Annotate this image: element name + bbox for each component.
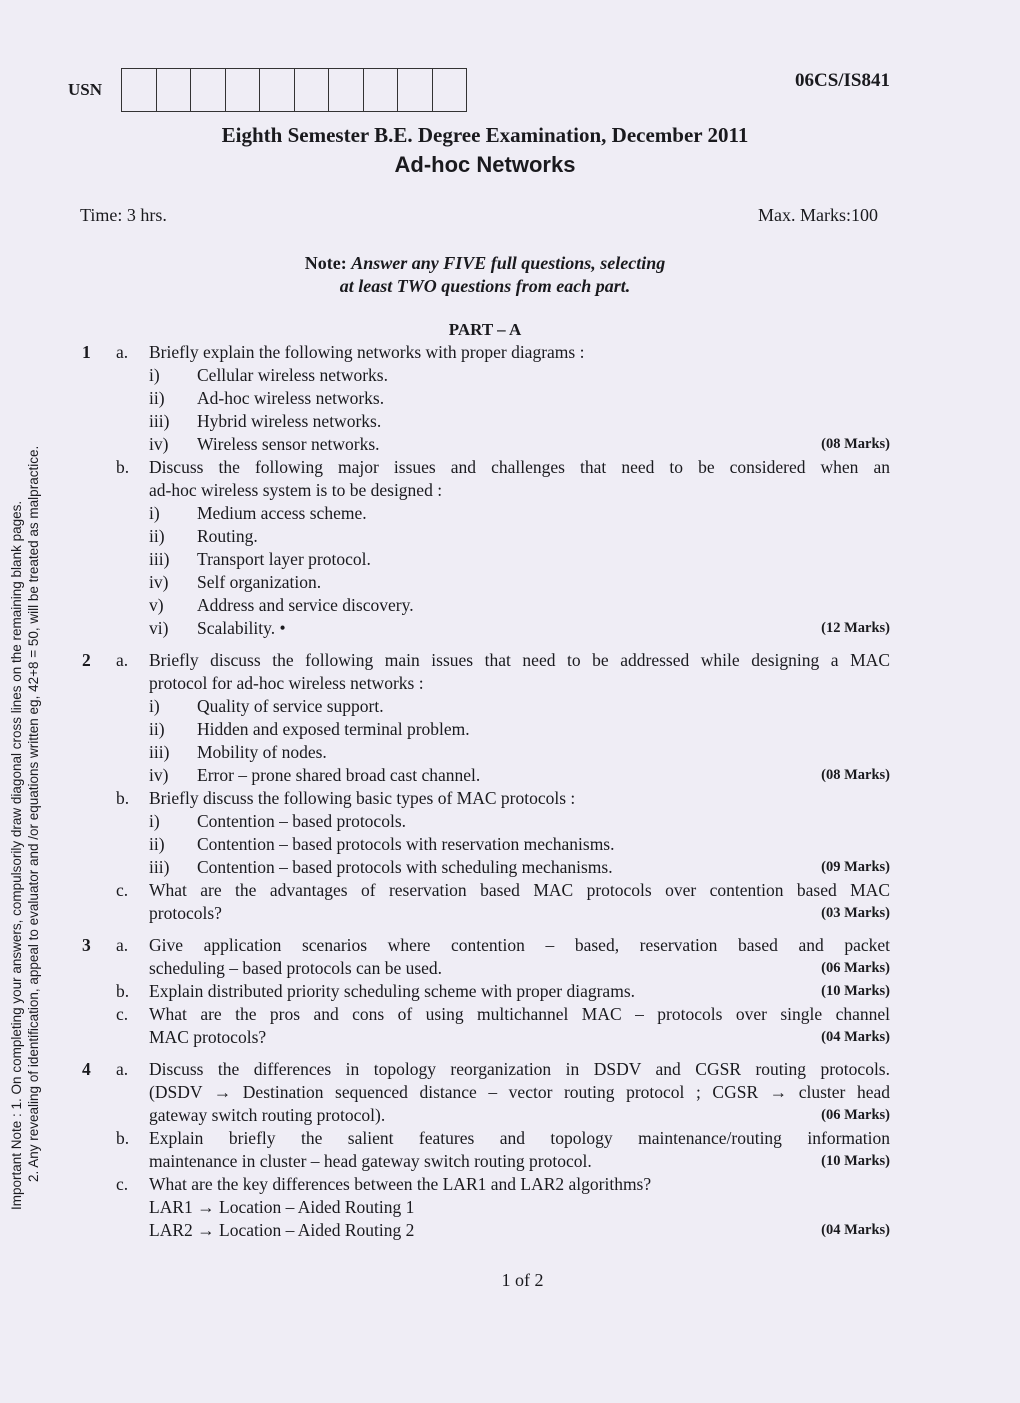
question-text: LAR1 → Location – Aided Routing 1	[149, 1197, 415, 1217]
item-text: Contention – based protocols with reservation mechanisms.	[197, 834, 615, 854]
question-text: Briefly explain the following networks with proper diagrams :	[149, 342, 585, 362]
question-line	[82, 525, 890, 548]
question-line	[82, 718, 890, 741]
usn-box	[295, 69, 330, 111]
question-line	[82, 980, 890, 1003]
item-text: Transport layer protocol.	[197, 549, 371, 569]
instructions-note	[0, 252, 970, 298]
usn-boxes	[121, 68, 467, 112]
question-line	[82, 879, 890, 902]
item-numeral: ii)	[149, 719, 165, 739]
question-text: protocols?	[149, 903, 222, 923]
item-numeral: iv)	[149, 434, 169, 454]
usn-box	[398, 69, 433, 111]
question	[82, 1058, 890, 1242]
question-line	[82, 695, 890, 718]
item-text: Mobility of nodes.	[197, 742, 327, 762]
question-text: maintenance in cluster – head gateway switch routing protocol.	[149, 1151, 592, 1171]
usn-box	[191, 69, 226, 111]
marks: (10 Marks)	[821, 1153, 890, 1169]
item-text: Self organization.	[197, 572, 322, 592]
question-line	[82, 1196, 890, 1219]
question-line	[82, 410, 890, 433]
marks: (12 Marks)	[821, 620, 890, 636]
max-marks: Max. Marks:100	[758, 205, 878, 225]
item-numeral: i)	[149, 811, 160, 831]
item-numeral: i)	[149, 696, 160, 716]
question-line	[82, 1058, 890, 1081]
question-line	[82, 902, 890, 925]
item-numeral: iii)	[149, 857, 170, 877]
question-line	[82, 387, 890, 410]
item-text: Hidden and exposed terminal problem.	[197, 719, 470, 739]
item-text: Contention – based protocols with scheduling mechanisms.	[197, 857, 613, 877]
item-text: Cellular wireless networks.	[197, 365, 388, 385]
question-text: Discuss the following major issues and challenges that need to be considered when an	[149, 457, 890, 477]
question-line	[82, 741, 890, 764]
question-text: MAC protocols?	[149, 1027, 267, 1047]
question-list	[82, 341, 890, 1251]
usn-box	[122, 69, 157, 111]
question	[82, 341, 890, 640]
item-text: Address and service discovery.	[197, 595, 414, 615]
question-line	[82, 341, 890, 364]
question-text: (DSDV → Destination sequenced distance – vector routing protocol ; CGSR → cluster head	[149, 1082, 890, 1102]
subject-title: Ad-hoc Networks	[394, 152, 576, 177]
item-text: Error – prone shared broad cast channel.	[197, 765, 481, 785]
question-line	[82, 764, 890, 787]
item-text: Scalability. •	[197, 618, 286, 638]
item-numeral: ii)	[149, 834, 165, 854]
item-text: Hybrid wireless networks.	[197, 411, 382, 431]
question-line	[82, 617, 890, 640]
exam-title: Eighth Semester B.E. Degree Examination, December 2011	[221, 123, 749, 147]
question-line	[82, 433, 890, 456]
usn-box	[433, 69, 467, 111]
item-numeral: iv)	[149, 572, 169, 592]
marks: (09 Marks)	[821, 859, 890, 875]
item-numeral: i)	[149, 503, 160, 523]
note-label: Note:	[304, 253, 347, 273]
question-text: Briefly discuss the following basic types of MAC protocols :	[149, 788, 576, 808]
question-text: Give application scenarios where contention – based, reservation based and packet	[149, 935, 890, 955]
marks: (10 Marks)	[821, 983, 890, 999]
question-text: Explain briefly the salient features and topology maintenance/routing information	[149, 1128, 890, 1148]
item-text: Medium access scheme.	[197, 503, 367, 523]
part-letter: b.	[116, 457, 130, 477]
question-line	[82, 548, 890, 571]
question-text: Explain distributed priority scheduling scheme with proper diagrams.	[149, 981, 636, 1001]
part-letter: b.	[116, 1128, 130, 1148]
marks: (04 Marks)	[821, 1222, 890, 1238]
part-letter: a.	[116, 342, 129, 362]
question-line	[82, 502, 890, 525]
note-line-1: Answer any FIVE full questions, selecting	[351, 253, 666, 273]
question-number: 1	[82, 342, 91, 362]
question-line	[82, 571, 890, 594]
marks: (08 Marks)	[821, 767, 890, 783]
marks: (03 Marks)	[821, 905, 890, 921]
usn-label: USN	[68, 80, 103, 99]
part-letter: c.	[116, 1004, 129, 1024]
question-line	[82, 672, 890, 695]
question-line	[82, 649, 890, 672]
part-letter: c.	[116, 880, 129, 900]
side-note-line-2: 2. Any revealing of identification, appeal to evaluator and /or equations written eg, 42+8 = 50, will be treated as malpractice.	[26, 445, 41, 1182]
item-numeral: ii)	[149, 526, 165, 546]
marks: (08 Marks)	[821, 436, 890, 452]
item-numeral: ii)	[149, 388, 165, 408]
side-note-line-1: Important Note : 1. On completing your answers, compulsorily draw diagonal cross lines on the remaining blank pages.	[9, 500, 24, 1210]
usn-box	[329, 69, 364, 111]
usn-box	[226, 69, 261, 111]
item-text: Contention – based protocols.	[197, 811, 407, 831]
part-letter: a.	[116, 650, 129, 670]
part-letter: a.	[116, 1059, 129, 1079]
question-line	[82, 364, 890, 387]
question-text: What are the pros and cons of using multichannel MAC – protocols over single channel	[149, 1004, 890, 1024]
question-text: Discuss the differences in topology reorganization in DSDV and CGSR routing protocols.	[149, 1059, 890, 1079]
item-numeral: i)	[149, 365, 160, 385]
item-text: Quality of service support.	[197, 696, 384, 716]
question-line	[82, 856, 890, 879]
question-line	[82, 1003, 890, 1026]
question-number: 3	[82, 935, 91, 955]
item-text: Wireless sensor networks.	[197, 434, 380, 454]
question-line	[82, 833, 890, 856]
question-line	[82, 1150, 890, 1173]
question-line	[82, 934, 890, 957]
question-text: What are the key differences between the LAR1 and LAR2 algorithms?	[149, 1174, 652, 1194]
item-text: Ad-hoc wireless networks.	[197, 388, 385, 408]
question-text: LAR2 → Location – Aided Routing 2	[149, 1220, 415, 1240]
question-text: Briefly discuss the following main issues that need to be addressed while designing a MAC	[149, 650, 890, 670]
usn-box	[260, 69, 295, 111]
question-number: 4	[82, 1059, 91, 1079]
question-line	[82, 1026, 890, 1049]
question-text: gateway switch routing protocol).	[149, 1105, 386, 1125]
question	[82, 649, 890, 925]
question-line	[82, 1081, 890, 1104]
usn-box	[157, 69, 192, 111]
exam-time: Time: 3 hrs.	[80, 205, 167, 225]
question-text: ad-hoc wireless system is to be designed :	[149, 480, 443, 500]
item-numeral: iii)	[149, 742, 170, 762]
question-text: scheduling – based protocols can be used.	[149, 958, 443, 978]
question-line	[82, 479, 890, 502]
question-number: 2	[82, 650, 91, 670]
part-letter: b.	[116, 788, 130, 808]
question-line	[82, 594, 890, 617]
marks: (06 Marks)	[821, 960, 890, 976]
question-line	[82, 1127, 890, 1150]
question-line	[82, 957, 890, 980]
question-line	[82, 1173, 890, 1196]
part-letter: a.	[116, 935, 129, 955]
question-line	[82, 810, 890, 833]
question-line	[82, 456, 890, 479]
part-letter: b.	[116, 981, 130, 1001]
note-line-2: at least TWO questions from each part.	[339, 276, 631, 296]
item-numeral: iii)	[149, 411, 170, 431]
item-numeral: iii)	[149, 549, 170, 569]
part-heading: PART – A	[448, 320, 522, 339]
subject-code: 06CS/IS841	[794, 70, 890, 91]
question	[82, 934, 890, 1049]
question-line	[82, 787, 890, 810]
item-numeral: iv)	[149, 765, 169, 785]
part-letter: c.	[116, 1174, 129, 1194]
question-text: What are the advantages of reservation based MAC protocols over contention based MAC	[149, 880, 890, 900]
marks: (06 Marks)	[821, 1107, 890, 1123]
side-note	[8, 290, 42, 1210]
question-text: protocol for ad-hoc wireless networks :	[149, 673, 424, 693]
marks: (04 Marks)	[821, 1029, 890, 1045]
page-number: 1 of 2	[501, 1270, 544, 1290]
question-line	[82, 1219, 890, 1242]
usn-box	[364, 69, 399, 111]
item-numeral: vi)	[149, 618, 169, 638]
item-numeral: v)	[149, 595, 164, 615]
item-text: Routing.	[197, 526, 258, 546]
question-line	[82, 1104, 890, 1127]
